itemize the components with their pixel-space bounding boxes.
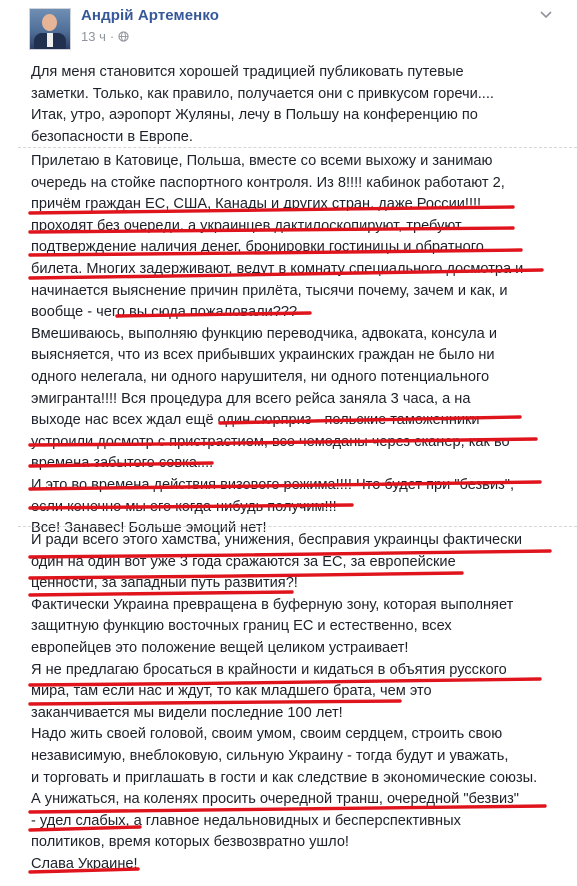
text-line: европейцев это положение вещей целиком устраивает! bbox=[31, 639, 409, 656]
text-line: Надо жить своей головой, своим умом, своим сердцем, строить свою bbox=[31, 726, 503, 743]
text-line: Слава Украине! bbox=[31, 855, 138, 872]
author-name[interactable]: Андрій Артеменко bbox=[81, 7, 219, 24]
text-line: заканчивается мы видели последние 100 лет! bbox=[31, 704, 343, 721]
post-meta bbox=[81, 29, 129, 44]
text-line: начинается выяснение причин прилёта, тысячи почему, зачем и как, и bbox=[31, 282, 508, 299]
meta-separator: · bbox=[109, 29, 115, 44]
text-line: независимую, внеблоковую, сильную Украину - тогда будут и уважать, bbox=[31, 747, 509, 764]
text-line: безопасности в Европе. bbox=[31, 128, 193, 145]
text-line: выходе нас всех ждал ещё один сюрприз - польские таможенники bbox=[31, 412, 480, 429]
text-line: если конечно мы его когда-нибудь получим!!! bbox=[31, 498, 337, 515]
post-paragraph-intro bbox=[31, 62, 494, 148]
globe-icon[interactable] bbox=[118, 31, 129, 42]
text-line: Фактически Украина превращена в буферную зону, которая выполняет bbox=[31, 596, 514, 613]
text-line: билета. Многих задерживают, ведут в комнату специального досмотра и bbox=[31, 260, 524, 277]
text-line: Все! Занавес! Больше эмоций нет! bbox=[31, 520, 267, 537]
text-line: выясняется, что из всех прибывших украинских граждан не было ни bbox=[31, 347, 495, 364]
text-line: А унижаться, на коленях просить очередной транш, очередной "безвиз" bbox=[31, 791, 519, 808]
text-line: подтверждение наличия денег, бронировки гостиницы и обратного bbox=[31, 239, 484, 256]
section-divider bbox=[18, 526, 577, 527]
text-line: И ради всего этого хамства, унижения, бесправия украинцы фактически bbox=[31, 532, 522, 548]
section-divider bbox=[18, 147, 577, 148]
chevron-down-icon[interactable] bbox=[540, 11, 552, 19]
text-line: эмигранта!!!! Вся процедура для всего рейса заняла 3 часа, а на bbox=[31, 390, 471, 407]
text-line: защитную функцию восточных границ ЕС и естественно, всех bbox=[31, 618, 452, 635]
avatar-head bbox=[42, 14, 57, 31]
text-line: Вмешиваюсь, выполняю функцию переводчика, адвоката, консула и bbox=[31, 325, 498, 342]
text-line: причём граждан ЕС, США, Канады и других стран, даже России!!!! bbox=[31, 196, 482, 213]
text-line: Для меня становится хорошей традицией публиковать путевые bbox=[31, 64, 464, 80]
text-line: один на один вот уже 3 года сражаются за ЕС, за европейские bbox=[31, 553, 456, 570]
avatar[interactable] bbox=[29, 8, 71, 50]
avatar-shirt bbox=[47, 33, 53, 47]
text-line: устроили досмотр с пристрастием, все чемоданы через сканер, как во bbox=[31, 433, 510, 450]
text-line: И это во времена действия визового режима!!!! Что будет при "безвиз", bbox=[31, 476, 515, 493]
text-line: очередь на стойке паспортного контроля. Из 8!!!! кабинок работают 2, bbox=[31, 174, 505, 191]
text-line: Итак, утро, аэропорт Жуляны, лечу в Польшу на конференцию по bbox=[31, 107, 478, 124]
post-time[interactable]: 13 ч bbox=[81, 29, 106, 44]
text-line: Прилетаю в Катовице, Польша, вместе со всеми выхожу и занимаю bbox=[31, 153, 493, 169]
text-line: и торговать и приглашать в гости и как следствие в экономические союзы. bbox=[31, 769, 538, 786]
text-line: ценности, за западный путь развития?! bbox=[31, 575, 298, 592]
text-line: заметки. Только, как правило, получается они с привкусом горечи.... bbox=[31, 85, 494, 102]
post-paragraph-conclusion bbox=[31, 530, 537, 876]
text-line: мира, там если нас и ждут, то как младшего брата, чем это bbox=[31, 683, 432, 700]
post-header bbox=[0, 0, 577, 58]
post-paragraph-story bbox=[31, 151, 523, 540]
text-line: политиков, время которых безвозвратно ушло! bbox=[31, 834, 349, 851]
text-line: Я не предлагаю бросаться в крайности и кидаться в объятия русского bbox=[31, 661, 507, 678]
text-line: одного нелегала, ни одного нарушителя, ни одного потенциального bbox=[31, 368, 490, 385]
text-line: - удел слабых, а главное недальновидных и бесперспективных bbox=[31, 812, 461, 829]
text-line: вообще - чего вы сюда пожаловали??? bbox=[31, 304, 298, 321]
text-line: времена забытого совка.... bbox=[31, 455, 214, 472]
text-line: проходят без очереди, а украинцев дактилоскопируют, требуют bbox=[31, 217, 462, 234]
